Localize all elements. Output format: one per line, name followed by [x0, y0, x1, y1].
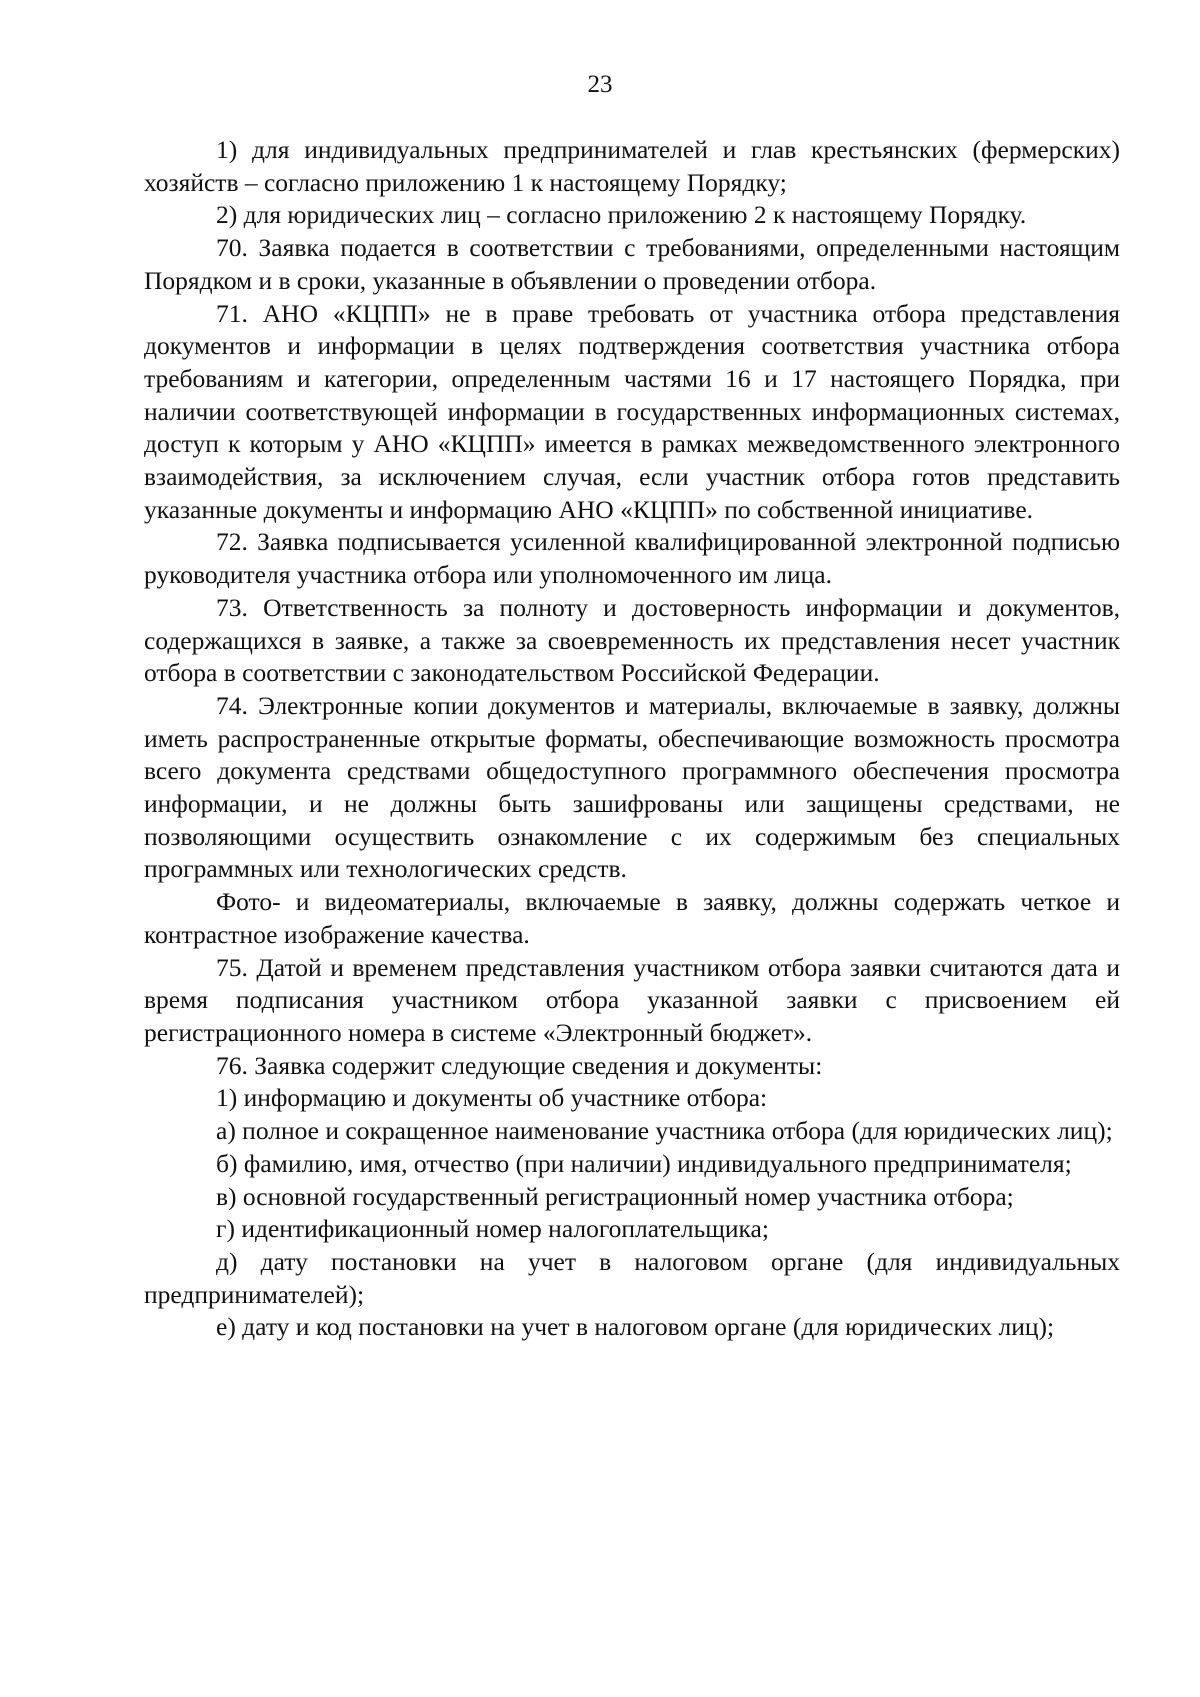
paragraph: 75. Датой и временем представления участником отбора заявки считаются дата и время подписания участником отбора указанной заявки с присвоением ей регистрационного номера в системе «Электронный бюджет».: [144, 952, 1120, 1047]
paragraph: 70. Заявка подается в соответствии с требованиями, определенными настоящим Порядком и в сроки, указанные в объявлении о проведении отбора.: [144, 233, 1120, 295]
paragraph: а) полное и сокращенное наименование участника отбора (для юридических лиц);: [216, 1116, 1113, 1146]
paragraph: 76. Заявка содержит следующие сведения и документы:: [216, 1050, 823, 1080]
paragraph: д) дату постановки на учет в налоговом органе (для индивидуальных предпринимателей);: [144, 1246, 1120, 1309]
paragraph: е) дату и код постановки на учет в налоговом органе (для юридических лиц);: [216, 1312, 1055, 1342]
paragraph: в) основной государственный регистрационный номер участника отбора;: [216, 1181, 1014, 1211]
document-body: [144, 134, 1120, 1344]
paragraph: 72. Заявка подписывается усиленной квалифицированной электронной подписью руководителя участника отбора или уполномоченного им лица.: [144, 527, 1120, 590]
paragraph: 1) для индивидуальных предпринимателей и глав крестьянских (фермерских) хозяйств – согласно приложению 1 к настоящему Порядку;: [144, 135, 1120, 197]
page-number: 23: [587, 71, 613, 98]
paragraph: 71. АНО «КЦПП» не в праве требовать от участника отбора представления документов и информации в целях подтверждения соответствия участника отбора требованиям и категории, определенным частями 16 и 17 настоящего Порядка, при наличии соответствующей информации в государственных информационных системах, доступ к которым у АНО «КЦПП» имеется в рамках межведомственного электронного взаимодействия, за исключением случая, если участник отбора готов представить указанные документы и информацию АНО «КЦПП» по собственной инициативе.: [144, 298, 1120, 524]
paragraph: б) фамилию, имя, отчество (при наличии) индивидуального предпринимателя;: [216, 1148, 1072, 1178]
paragraph: 1) информацию и документы об участнике отбора:: [216, 1083, 768, 1113]
paragraph: Фото- и видеоматериалы, включаемые в заявку, должны содержать четкое и контрастное изображение качества.: [144, 887, 1120, 949]
paragraph: 73. Ответственность за полноту и достоверность информации и документов, содержащихся в заявке, а также за своевременность их представления несет участник отбора в соответствии с законодательством Российской Федерации.: [144, 592, 1120, 688]
paragraph: г) идентификационный номер налогоплательщика;: [216, 1214, 769, 1244]
paragraph: 2) для юридических лиц – согласно приложению 2 к настоящему Порядку.: [216, 200, 1027, 230]
paragraph: 74. Электронные копии документов и материалы, включаемые в заявку, должны иметь распространенные открытые форматы, обеспечивающие возможность просмотра всего документа средствами общедоступного программного обеспечения просмотра информации, и не должны быть зашифрованы или защищены средствами, не позволяющими осуществить ознакомление с их содержимым без специальных программных или технологических средств.: [144, 690, 1120, 884]
